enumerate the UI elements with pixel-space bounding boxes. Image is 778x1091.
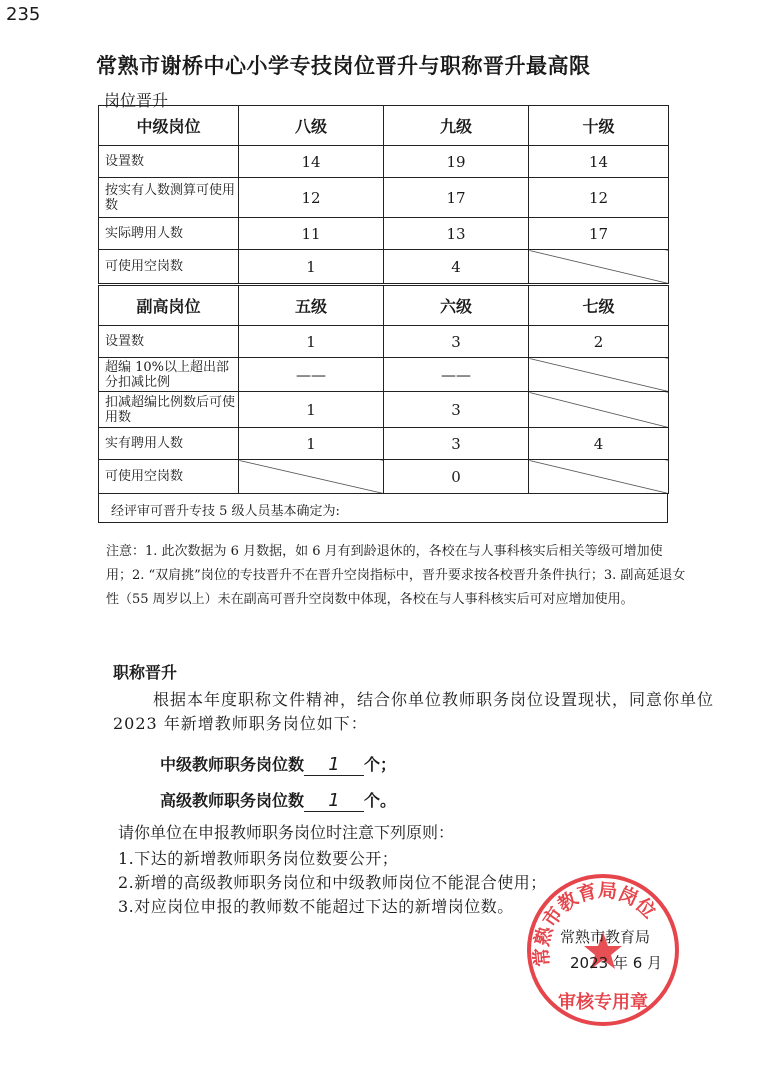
- issue-date: 2023 年 6 月: [570, 954, 663, 972]
- table-cell: 13: [384, 218, 529, 250]
- table-row: [99, 218, 669, 250]
- associate-senior-post-table: [98, 285, 669, 494]
- body-paragraph: 根据本年度职称文件精神，结合你单位教师职务岗位设置现状，同意你单位 2023 年新增教师职务岗位如下：: [113, 690, 715, 733]
- row-label: 设置数: [99, 326, 239, 358]
- quota-suffix: 个；: [364, 755, 397, 774]
- issuer-name: 常熟市教育局: [560, 928, 651, 946]
- table-cell: 4: [384, 250, 529, 284]
- handwritten-quota-value: 1: [304, 754, 364, 776]
- table-cell: 1: [239, 250, 384, 284]
- table-cell: 3: [384, 326, 529, 358]
- diagonal-empty-cell: [239, 460, 384, 494]
- diagonal-empty-cell: [529, 250, 669, 284]
- document-title: 常熟市谢桥中心小学专技岗位晋升与职称晋升最高限: [96, 53, 591, 78]
- official-seal-stamp: [523, 870, 683, 1030]
- table-row: [99, 460, 669, 494]
- header-cell: 副高岗位: [99, 286, 239, 326]
- table-cell: 1: [239, 392, 384, 428]
- row-label: 实有聘用人数: [99, 428, 239, 460]
- table-cell: 2: [529, 326, 669, 358]
- quota-suffix: 个。: [364, 791, 397, 810]
- rules-intro: 请你单位在申报教师职务岗位时注意下列原则：: [118, 823, 455, 842]
- section-title-post-promotion: 岗位晋升: [104, 91, 169, 110]
- page-number: 235: [6, 4, 41, 25]
- intermediate-post-table: [98, 105, 669, 284]
- table-row: [99, 178, 669, 218]
- table-cell: 14: [239, 146, 384, 178]
- table-cell: 17: [384, 178, 529, 218]
- row-label: 设置数: [99, 146, 239, 178]
- table-cell: 19: [384, 146, 529, 178]
- table-cell: 12: [529, 178, 669, 218]
- svg-text:审核专用章: 审核专用章: [558, 992, 648, 1013]
- header-cell: 中级岗位: [99, 106, 239, 146]
- table-header-row: [99, 286, 669, 326]
- section-title-title-promotion: 职称晋升: [113, 663, 178, 682]
- diagonal-empty-cell: [529, 392, 669, 428]
- rule-item: 2.新增的高级教师职务岗位和中级教师岗位不能混合使用；: [118, 873, 547, 892]
- table-cell: 11: [239, 218, 384, 250]
- rule-item: 1.下达的新增教师职务岗位数要公开；: [118, 849, 399, 868]
- table-cell: 1: [239, 428, 384, 460]
- promotion-summary-row: 经评审可晋升专技 5 级人员基本确定为:: [98, 493, 668, 523]
- handwritten-quota-value: 1: [304, 790, 364, 812]
- table-cell: ——: [384, 358, 529, 392]
- quota-label: 中级教师职务岗位数: [160, 755, 305, 774]
- table-row: [99, 392, 669, 428]
- table-row: [99, 250, 669, 284]
- table-cell: 12: [239, 178, 384, 218]
- table-cell: 0: [384, 460, 529, 494]
- diagonal-empty-cell: [529, 460, 669, 494]
- table-row: [99, 358, 669, 392]
- quota-senior-line: [160, 788, 396, 812]
- table-cell: 1: [239, 326, 384, 358]
- table-cell: 17: [529, 218, 669, 250]
- table-row: [99, 428, 669, 460]
- table-cell: 14: [529, 146, 669, 178]
- table-header-row: [99, 106, 669, 146]
- table-cell: 4: [529, 428, 669, 460]
- diagonal-empty-cell: [529, 358, 669, 392]
- table-row: [99, 146, 669, 178]
- notes-paragraph: 注意：1. 此次数据为 6 月数据，如 6 月有到龄退休的，各校在与人事科核实后相关等级可增加使用；2. “双肩挑”岗位的专技晋升不在晋升空岗指标中，晋升要求按各校晋升条件执行；3. 副高延退女性（55 周岁以上）未在副高可晋升空岗数中体现，各校在与人事科核实后可对应增加使用。: [106, 544, 686, 607]
- header-cell: 十级: [529, 106, 669, 146]
- quota-label: 高级教师职务岗位数: [160, 791, 305, 810]
- table-cell: 3: [384, 392, 529, 428]
- svg-text:常熟市教育局岗位: 常熟市教育局岗位: [530, 879, 661, 968]
- row-label: 可使用空岗数: [99, 250, 239, 284]
- row-label: 按实有人数测算可使用数: [99, 178, 239, 218]
- header-cell: 六级: [384, 286, 529, 326]
- table-cell: ——: [239, 358, 384, 392]
- table-cell: 3: [384, 428, 529, 460]
- header-cell: 七级: [529, 286, 669, 326]
- row-label: 实际聘用人数: [99, 218, 239, 250]
- header-cell: 九级: [384, 106, 529, 146]
- header-cell: 五级: [239, 286, 384, 326]
- rule-item: 3.对应岗位申报的教师数不能超过下达的新增岗位数。: [118, 897, 514, 916]
- header-cell: 八级: [239, 106, 384, 146]
- row-label: 扣减超编比例数后可使用数: [99, 392, 239, 428]
- quota-middle-line: [160, 752, 396, 776]
- table-row: [99, 326, 669, 358]
- row-label: 可使用空岗数: [99, 460, 239, 494]
- row-label: 超编 10%以上超出部分扣减比例: [99, 358, 239, 392]
